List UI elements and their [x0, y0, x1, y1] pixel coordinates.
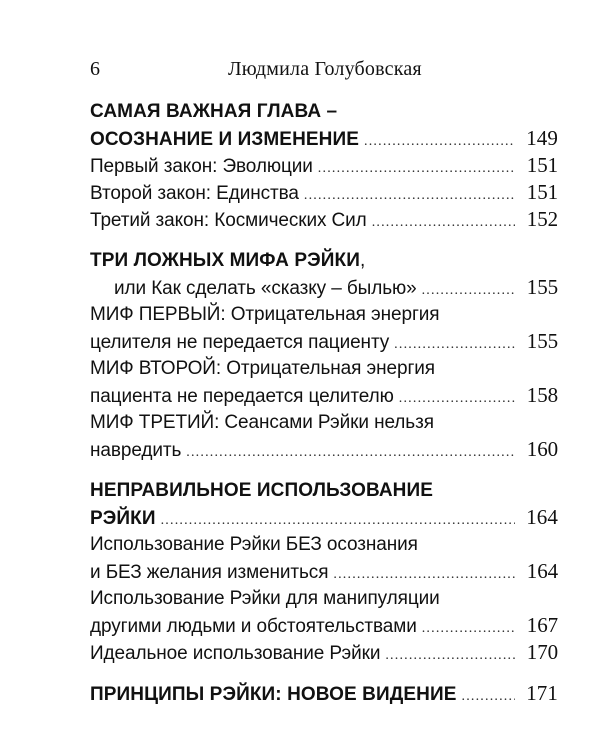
dot-leader	[186, 439, 515, 466]
toc-entry-line-1	[90, 531, 558, 558]
dot-leader	[304, 182, 515, 209]
toc-entry[interactable]	[90, 179, 558, 206]
toc-section-heading	[90, 247, 558, 274]
toc-section-heading	[90, 98, 558, 125]
toc-page-number: 155	[526, 275, 558, 299]
toc-entry-title: Использование Рэйки БЕЗ осознания	[90, 534, 418, 555]
toc-entry[interactable]	[90, 382, 558, 409]
dot-leader	[318, 155, 515, 182]
toc-section-heading	[90, 477, 558, 504]
toc-entry-title: Идеальное использование Рэйки	[90, 643, 381, 664]
toc-entry-title: Использование Рэйки для манипуляции	[90, 588, 440, 609]
toc-page-number: 171	[526, 681, 558, 705]
page-number: 6	[90, 58, 100, 80]
toc-entry-title-cont: и БЕЗ желания измениться	[90, 562, 329, 583]
toc-page-number: 158	[526, 383, 558, 407]
toc-section-title-line-2: РЭЙКИ	[90, 508, 156, 529]
toc-entry[interactable]	[90, 436, 558, 463]
toc-section-title-line-2: ОСОЗНАНИЕ И ИЗМЕНЕНИЕ	[90, 129, 360, 150]
toc-page-number: 164	[526, 559, 558, 583]
dot-leader	[422, 277, 515, 304]
dot-leader	[394, 331, 515, 358]
toc-entry[interactable]	[90, 558, 558, 585]
toc-entry-title-cont: целителя не передается пациенту	[90, 332, 390, 353]
toc-page-number: 152	[526, 207, 558, 231]
toc-entry-title: Третий закон: Космических Сил	[90, 210, 367, 231]
running-head	[90, 54, 565, 84]
table-of-contents	[90, 98, 558, 707]
toc-entry[interactable]	[90, 680, 558, 707]
dot-leader	[399, 385, 515, 412]
toc-section-title-line-1: ТРИ ЛОЖНЫХ МИФА РЭЙКИ,	[90, 250, 366, 271]
toc-page-number: 151	[526, 153, 558, 177]
toc-entry-line-1	[90, 301, 558, 328]
toc-entry-title: МИФ ПЕРВЫЙ: Отрицательная энергия	[90, 304, 440, 325]
toc-entry-title: Второй закон: Единства	[90, 183, 299, 204]
toc-entry[interactable]	[90, 125, 558, 152]
toc-entry[interactable]	[90, 274, 558, 301]
toc-entry-title: Первый закон: Эволюции	[90, 156, 313, 177]
toc-section-title: ПРИНЦИПЫ РЭЙКИ: НОВОЕ ВИДЕНИЕ	[90, 684, 457, 705]
toc-entry[interactable]	[90, 206, 558, 233]
dot-leader	[385, 642, 515, 669]
toc-page-number: 170	[526, 640, 558, 664]
dot-leader	[333, 561, 515, 588]
toc-page-number: 149	[526, 126, 558, 150]
dot-leader	[364, 128, 515, 155]
dot-leader	[372, 209, 515, 236]
author-name: Людмила Голубовская	[228, 58, 422, 80]
toc-section-title-line-1: НЕПРАВИЛЬНОЕ ИСПОЛЬЗОВАНИЕ	[90, 480, 434, 501]
toc-entry-title-cont: пациента не передается целителю	[90, 386, 394, 407]
toc-section-subtitle: или Как сделать «сказку – былью»	[114, 278, 417, 299]
toc-page-number: 167	[526, 613, 558, 637]
toc-page-number: 151	[526, 180, 558, 204]
dot-leader	[422, 615, 515, 642]
toc-entry-title-cont: навредить	[90, 440, 182, 461]
dot-leader	[161, 507, 515, 534]
toc-page-number: 160	[526, 437, 558, 461]
toc-entry[interactable]	[90, 612, 558, 639]
toc-entry[interactable]	[90, 639, 558, 666]
toc-section-title-line-1: САМАЯ ВАЖНАЯ ГЛАВА –	[90, 101, 338, 122]
toc-entry-title: МИФ ТРЕТИЙ: Сеансами Рэйки нельзя	[90, 412, 434, 433]
toc-entry[interactable]	[90, 152, 558, 179]
toc-page-number: 164	[526, 505, 558, 529]
toc-entry[interactable]	[90, 504, 558, 531]
toc-page-number: 155	[526, 329, 558, 353]
toc-entry-title-cont: другими людьми и обстоятельствами	[90, 616, 417, 637]
toc-entry[interactable]	[90, 328, 558, 355]
dot-leader	[462, 683, 516, 710]
toc-entry-line-1	[90, 355, 558, 382]
toc-entry-title: МИФ ВТОРОЙ: Отрицательная энергия	[90, 358, 435, 379]
toc-entry-line-1	[90, 409, 558, 436]
toc-entry-line-1	[90, 585, 558, 612]
